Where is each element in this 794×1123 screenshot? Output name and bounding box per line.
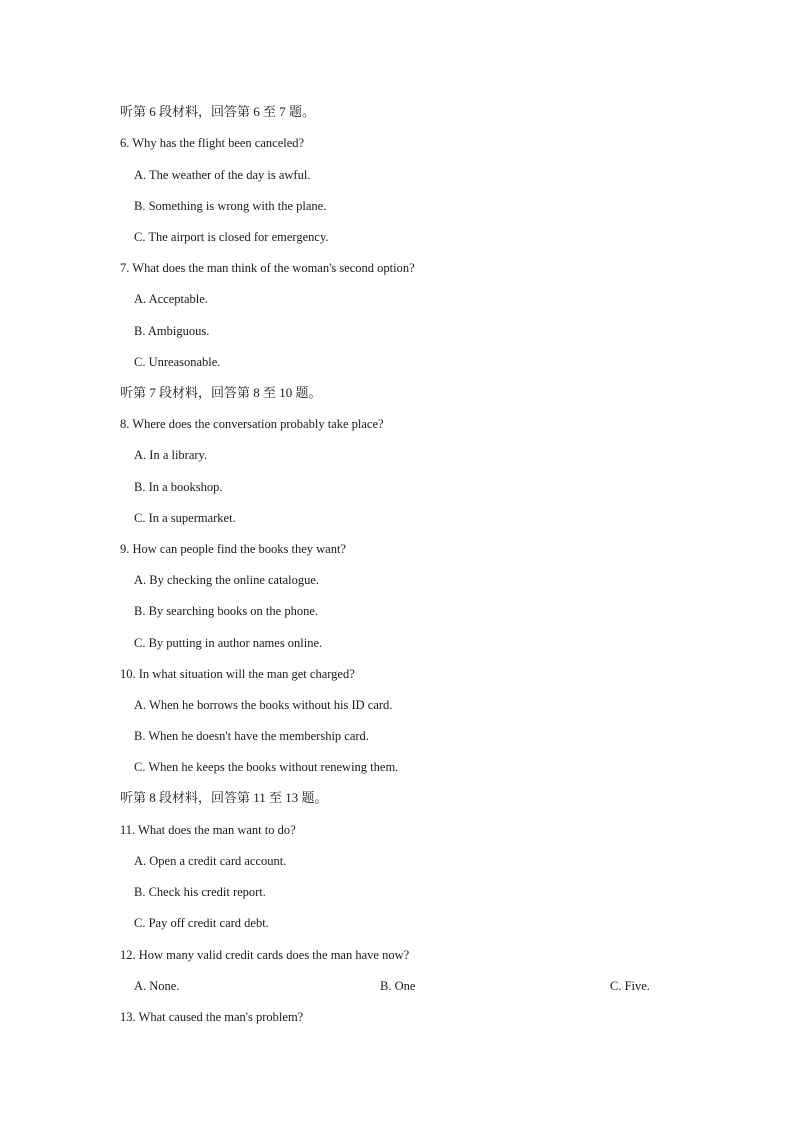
question-10: 10. In what situation will the man get charged? — [120, 667, 355, 681]
option: C. The airport is closed for emergency. — [134, 230, 329, 244]
option: B. By searching books on the phone. — [134, 604, 319, 618]
question-8: 8. Where does the conversation probably take place? — [120, 417, 384, 431]
question-13: 13. What caused the man's problem? — [120, 1010, 304, 1024]
option: A. The weather of the day is awful. — [134, 168, 311, 182]
option: C. Unreasonable. — [134, 355, 221, 369]
option: B. One — [380, 979, 416, 993]
option: B. In a bookshop. — [134, 480, 223, 494]
option: A. Open a credit card account. — [134, 854, 287, 868]
option: B. Something is wrong with the plane. — [134, 199, 327, 213]
question-7: 7. What does the man think of the woman's second option? — [120, 261, 415, 275]
option: A. None. — [134, 979, 180, 993]
option: A. By checking the online catalogue. — [134, 573, 320, 587]
section-header: 听第 7 段材料，回答第 8 至 10 题。 — [120, 385, 322, 400]
option: A. Acceptable. — [134, 292, 208, 306]
question-12: 12. How many valid credit cards does the man have now? — [120, 948, 410, 962]
option: B. Ambiguous. — [134, 324, 210, 338]
question-6: 6. Why has the flight been canceled? — [120, 136, 305, 150]
option: B. Check his credit report. — [134, 885, 266, 899]
option: B. When he doesn't have the membership card. — [134, 729, 369, 743]
option: A. In a library. — [134, 448, 208, 462]
option: C. When he keeps the books without renewing them. — [134, 760, 399, 774]
option: C. By putting in author names online. — [134, 636, 323, 650]
question-9: 9. How can people find the books they want? — [120, 542, 346, 556]
option: C. In a supermarket. — [134, 511, 236, 525]
option: A. When he borrows the books without his ID card. — [134, 698, 393, 712]
section-header: 听第 6 段材料，回答第 6 至 7 题。 — [120, 104, 316, 119]
question-11: 11. What does the man want to do? — [120, 823, 296, 837]
option: C. Five. — [610, 979, 650, 993]
option: C. Pay off credit card debt. — [134, 916, 269, 930]
section-header: 听第 8 段材料，回答第 11 至 13 题。 — [120, 790, 328, 805]
